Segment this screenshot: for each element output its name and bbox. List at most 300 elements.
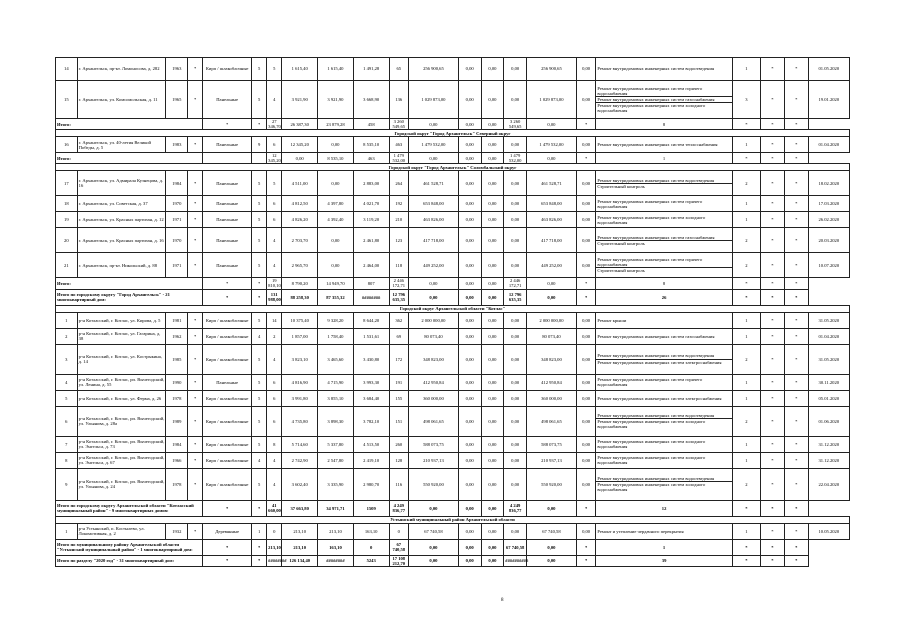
table-cell: 1990	[166, 374, 188, 390]
work-type: Ремонт внутридомовых инженерных систем электроснабжения	[597, 359, 722, 365]
table-cell: 1	[732, 390, 760, 406]
work-types-cell	[596, 344, 732, 374]
section-header-row	[56, 305, 850, 312]
table-cell: 260	[389, 436, 408, 452]
subtotal-cell: *	[760, 278, 784, 289]
table-cell: 2 000 000,00	[527, 312, 577, 328]
table-cell: *	[188, 374, 203, 390]
table-cell: 1962	[166, 328, 188, 344]
table-cell: 0,00	[481, 374, 504, 390]
table-cell: 0,00	[481, 253, 504, 278]
table-cell: 4 735,80	[282, 406, 318, 436]
table-cell: 0,00	[576, 196, 595, 212]
subtotal-cell: *	[784, 539, 808, 555]
subtotal-cell: 67 740,58	[389, 539, 408, 555]
table-cell: 0,00	[481, 81, 504, 119]
table-cell: *	[760, 406, 784, 436]
section-header-row	[56, 516, 850, 523]
table-cell: 213,10	[282, 523, 318, 539]
table-cell: 0,00	[576, 171, 595, 196]
address-cell: г. Архангельск, ул. 40-летия Великой Победы, д. 5	[77, 137, 166, 153]
section-title: Городской округ "Город Архангельск" Соломбальский округ	[56, 164, 850, 171]
table-cell: 05.01.2020	[808, 390, 849, 406]
table-cell: *	[760, 390, 784, 406]
address-cell: р-н Котласский, г. Котлас, ул. Кирова, д. 5	[77, 312, 166, 328]
table-cell: 0,00	[481, 406, 504, 436]
table-cell: 0,00	[481, 452, 504, 468]
address-cell: р-н Устьянский, п. Костылево, ул. Локомотивная, д. 2	[77, 523, 166, 539]
table-cell: 1 029 873,00	[527, 81, 577, 119]
table-cell: 30.11.2020	[808, 374, 849, 390]
address-cell: г. Архангельск, пр-кт. Никольский, д. 88	[77, 253, 166, 278]
table-cell: 3 782,10	[353, 406, 389, 436]
table-cell: 0,00	[318, 171, 354, 196]
work-type: Ремонт внутридомовых инженерных систем водоотведения	[596, 178, 731, 184]
table-cell: 2	[56, 328, 78, 344]
table-cell: 1 615,40	[282, 58, 318, 81]
table-cell: 1932	[166, 523, 188, 539]
subtotal-cell: 458	[353, 119, 389, 130]
subtotal-cell: 34 971,71	[318, 500, 354, 516]
table-cell: *	[760, 523, 784, 539]
table-cell: *	[760, 468, 784, 500]
subtotal-cell: *	[203, 289, 252, 305]
table-cell: 2 883,00	[353, 171, 389, 196]
table-row	[56, 523, 850, 539]
table-cell: *	[760, 137, 784, 153]
table-row	[56, 436, 850, 452]
table-cell: 4 513,50	[353, 436, 389, 452]
table-cell: *	[188, 406, 203, 436]
subtotal-cell: 0,00	[481, 278, 504, 289]
table-cell: 1	[732, 436, 760, 452]
table-cell: 0,00	[458, 228, 481, 253]
subtotal-cell: 0,00	[458, 555, 481, 566]
subtotal-cell: 0,00	[409, 278, 459, 289]
table-cell: 6	[56, 406, 78, 436]
work-types-cell	[596, 58, 732, 81]
table-cell: *	[784, 312, 808, 328]
table-cell: 3 602,40	[282, 468, 318, 500]
table-cell: 461 528,71	[409, 171, 459, 196]
work-types-cell	[596, 212, 732, 228]
table-cell: 1 029 873,00	[409, 81, 459, 119]
subtotal-cell: 0,00	[409, 153, 459, 164]
table-cell: Панельные	[203, 196, 252, 212]
table-cell: 0,00	[458, 436, 481, 452]
table-cell: 0,00	[576, 436, 595, 452]
table-cell: 10.05.2020	[808, 523, 849, 539]
table-cell: 0,00	[481, 58, 504, 81]
subtotal-cell: 0,00	[527, 539, 577, 555]
table-cell: 0,00	[458, 253, 481, 278]
table-cell: 463	[389, 137, 408, 153]
table-cell: 0,00	[576, 228, 595, 253]
table-cell: 256 900,65	[527, 58, 577, 81]
table-cell: *	[760, 171, 784, 196]
subtotal-row	[56, 278, 850, 289]
table-cell: 3 921,90	[318, 81, 354, 119]
table-cell: *	[784, 212, 808, 228]
work-type: Ремонт внутридомовых инженерных систем холодного водоснабжения	[597, 103, 706, 114]
subtotal-cell: *	[203, 500, 252, 516]
table-cell: 3 898,30	[318, 406, 354, 436]
table-cell: 3	[56, 344, 78, 374]
table-cell: 5 337,80	[318, 436, 354, 452]
subtotal-cell: *	[252, 289, 267, 305]
table-cell: 0,00	[458, 312, 481, 328]
work-types-cell	[596, 81, 732, 119]
table-row	[56, 171, 850, 196]
table-cell: 1985	[166, 344, 188, 374]
table-cell: Панельные	[203, 81, 252, 119]
address-cell: г. Архангельск, ул. Красных партизан, д. 16	[77, 228, 166, 253]
table-cell: 0,00	[458, 468, 481, 500]
table-cell: 3 921,90	[282, 81, 318, 119]
subtotal-cell: 0,00	[458, 539, 481, 555]
table-cell: 3 119,20	[353, 212, 389, 228]
table-cell: 1963	[166, 58, 188, 81]
table-row	[56, 406, 850, 436]
subtotal-cell: ##########	[504, 555, 527, 566]
table-cell: 1971	[166, 253, 188, 278]
table-cell: 0,00	[576, 137, 595, 153]
subtotal-cell: 1 479 532,00	[504, 153, 527, 164]
table-cell: *	[760, 328, 784, 344]
table-cell: 1989	[166, 406, 188, 436]
table-cell: 412 950,84	[527, 374, 577, 390]
table-cell: 0,00	[576, 452, 595, 468]
table-cell: 14	[56, 58, 78, 81]
address-cell: р-н Котласский, г. Котлас, рп. Вычегодский, ул. Ульянова, д. 28а	[77, 406, 166, 436]
table-cell: 0,00	[458, 81, 481, 119]
table-cell: 3 993,30	[353, 374, 389, 390]
table-cell: 1	[56, 312, 78, 328]
table-cell: *	[188, 523, 203, 539]
table-cell: 5	[252, 81, 267, 119]
work-type: Ремонт внутридомовых инженерных систем горячего водоснабжения	[597, 376, 703, 388]
table-cell: 67 740,58	[527, 523, 577, 539]
work-types-cell	[596, 406, 732, 436]
subtotal-cell: 12 796 635,35	[504, 289, 527, 305]
subtotal-cell: 807	[353, 278, 389, 289]
table-cell: 8	[56, 452, 78, 468]
table-cell: 26.02.2020	[808, 212, 849, 228]
subtotal-row	[56, 289, 850, 305]
address-cell: р-н Котласский, г. Котлас, рп. Вычегодский, ул. Ленина, д. 55	[77, 374, 166, 390]
table-cell: *	[760, 228, 784, 253]
subtotal-cell: 0,00	[481, 539, 504, 555]
table-cell: 01.05.2020	[808, 58, 849, 81]
table-cell: 449 252,00	[527, 253, 577, 278]
table-cell: 0,00	[458, 374, 481, 390]
subtotal-label: Итого по муниципальному району Архангельской области "Устьянский муниципальный район" - 1 многоквартирный дом:	[56, 539, 203, 555]
work-type: Ремонт внутридомовых инженерных систем холодного водоснабжения	[597, 438, 706, 450]
work-types-cell	[596, 137, 732, 153]
subtotal-cell: 4 249 836,77	[504, 500, 527, 516]
subtotal-cell: 0,00	[481, 500, 504, 516]
table-cell: Кирп / шлакоблочные	[203, 452, 252, 468]
table-cell: 31.05.2020	[808, 344, 849, 374]
table-row	[56, 58, 850, 81]
table-cell: 5	[252, 228, 267, 253]
subtotal-cell: 126 134,40	[282, 555, 318, 566]
table-cell: 4	[267, 452, 282, 468]
table-cell: 1981	[166, 312, 188, 328]
subtotal-cell	[252, 153, 267, 164]
table-cell: 0,00	[481, 212, 504, 228]
table-cell: 2	[732, 344, 760, 374]
table-cell: 0,00	[504, 196, 527, 212]
subtotal-cell: *	[784, 289, 808, 305]
table-cell: *	[784, 171, 808, 196]
subtotal-cell: 3 260 549,65	[389, 119, 408, 130]
subtotal-cell: 26	[596, 289, 732, 305]
table-cell: 4	[267, 344, 282, 374]
table-cell: 2	[732, 228, 760, 253]
work-type: Ремонт внутридомовых инженерных систем горячего водоснабжения	[597, 198, 703, 209]
table-cell: 15	[56, 81, 78, 119]
table-cell: 6	[267, 406, 282, 436]
subtotal-cell: *	[732, 500, 760, 516]
table-cell: 1984	[166, 171, 188, 196]
table-row	[56, 328, 850, 344]
work-type: Ремонт внутридомовых инженерных систем водоотведения	[596, 353, 731, 359]
subtotal-cell: *	[760, 289, 784, 305]
table-cell: 0,00	[504, 212, 527, 228]
table-cell: 5	[56, 390, 78, 406]
table-cell: 463 826,00	[527, 212, 577, 228]
table-cell: 5	[252, 390, 267, 406]
work-type: Ремонт внутридомовых инженерных систем холодного водоснабжения	[597, 482, 706, 493]
subtotal-cell: *	[784, 278, 808, 289]
table-cell: 4	[252, 452, 267, 468]
table-cell: 19.01.2020	[808, 81, 849, 119]
address-cell: г. Архангельск, ул. Адмирала Кузнецова, д. 16	[77, 171, 166, 196]
address-cell: р-н Котласский, г. Котлас, ул. Гагарина, д. 38	[77, 328, 166, 344]
table-cell: 01.04.2020	[808, 328, 849, 344]
table-cell: 4 826,20	[282, 212, 318, 228]
table-cell: 0,00	[318, 253, 354, 278]
address-cell: р-н Котласский, г. Котлас, рп. Вычегодский, ул. Ульянова, д. 24	[77, 468, 166, 500]
table-cell: 550 920,00	[527, 468, 577, 500]
subtotal-label: Итого:	[56, 119, 203, 130]
table-cell: 136	[389, 81, 408, 119]
table-cell: *	[760, 58, 784, 81]
table-cell: *	[188, 171, 203, 196]
subtotal-cell: 8 790,20	[282, 278, 318, 289]
table-cell: 0,00	[576, 212, 595, 228]
table-cell: 264	[389, 171, 408, 196]
address-cell: г. Архангельск, ул. Комсомольская, д. 11	[77, 81, 166, 119]
table-cell: 10 375,40	[282, 312, 318, 328]
table-cell: 17.03.2020	[808, 196, 849, 212]
table-cell: 0,00	[481, 523, 504, 539]
table-cell: *	[760, 436, 784, 452]
table-cell: 1	[732, 196, 760, 212]
table-cell: 1	[732, 312, 760, 328]
table-cell: 4 816,90	[282, 374, 318, 390]
table-cell: *	[188, 58, 203, 81]
subtotal-cell: 0,00	[481, 153, 504, 164]
table-cell: 80 073,40	[527, 328, 577, 344]
table-row	[56, 253, 850, 278]
table-cell: *	[760, 312, 784, 328]
subtotal-cell: 12 796 635,35	[389, 289, 408, 305]
address-cell: г. Архангельск, пр-кт. Ломоносова, д. 282	[77, 58, 166, 81]
subtotal-cell: 37 663,80	[282, 500, 318, 516]
table-cell: 0,00	[481, 328, 504, 344]
table-cell: 2 464,00	[353, 253, 389, 278]
table-cell: 14	[267, 312, 282, 328]
table-cell: 31.12.2020	[808, 452, 849, 468]
table-cell: 0,00	[504, 253, 527, 278]
subtotal-cell: 12	[596, 500, 732, 516]
table-cell: 463 826,00	[409, 212, 459, 228]
subtotal-cell: *	[576, 500, 595, 516]
subtotal-cell: *	[760, 500, 784, 516]
table-cell: *	[784, 81, 808, 119]
table-row	[56, 374, 850, 390]
work-types-cell	[596, 228, 732, 253]
table-cell: 449 252,00	[409, 253, 459, 278]
table-cell: 498 061,65	[409, 406, 459, 436]
work-types-cell	[596, 374, 732, 390]
table-cell: 20	[56, 228, 78, 253]
table-cell: 210 937,13	[527, 452, 577, 468]
table-cell: 1971	[166, 212, 188, 228]
work-types-cell	[596, 196, 732, 212]
subtotal-label: Итого по городскому округу Архангельской области "Котласский муниципальный район" - 9 многоквартирных домов:	[56, 500, 203, 516]
table-cell: 362	[389, 312, 408, 328]
address-cell: р-н Котласский, г. Котлас, рп. Вычегодский, ул. Энгельса, д. 73	[77, 436, 166, 452]
table-cell: 4 021,70	[353, 196, 389, 212]
table-cell: 0,00	[504, 436, 527, 452]
subtotal-cell: 39	[596, 555, 732, 566]
subtotal-cell: 163,10	[318, 539, 354, 555]
subtotal-cell: 0,00	[527, 153, 577, 164]
table-cell: 5	[252, 374, 267, 390]
table-cell: *	[760, 344, 784, 374]
subtotal-cell: 88 258,30	[282, 289, 318, 305]
table-cell: 0,00	[458, 406, 481, 436]
subtotal-cell: *	[203, 119, 252, 130]
capital-repair-table	[55, 57, 850, 567]
subtotal-cell: *	[760, 119, 784, 130]
table-cell: 1	[732, 137, 760, 153]
table-cell: Панельные	[203, 171, 252, 196]
work-type: Ремонт внутридомовых инженерных систем теплоснабжения	[597, 142, 718, 148]
section-title: Городской округ "Город Архангельск" Северный округ	[56, 130, 850, 137]
table-cell: 2 419,10	[353, 452, 389, 468]
table-cell: 1965	[166, 81, 188, 119]
subtotal-row	[56, 539, 850, 555]
table-cell: *	[784, 390, 808, 406]
subtotal-cell: 0,00	[527, 289, 577, 305]
table-cell: 4 392,40	[318, 212, 354, 228]
address-cell: г. Архангельск, ул. Красных партизан, д. 12	[77, 212, 166, 228]
table-cell: 2 980,70	[353, 468, 389, 500]
subtotal-cell: 41 660,00	[267, 500, 282, 516]
table-cell: 0,00	[481, 137, 504, 153]
table-cell: 0,00	[504, 328, 527, 344]
table-cell: 116	[389, 468, 408, 500]
table-cell: 0,00	[504, 374, 527, 390]
table-cell: 0,00	[458, 212, 481, 228]
work-type: Ремонт внутридомовых инженерных систем водоотведения	[596, 413, 731, 419]
table-cell: 8 535,10	[353, 137, 389, 153]
subtotal-cell: 0,00	[481, 555, 504, 566]
subtotal-cell: 0	[353, 539, 389, 555]
document-sheet	[55, 57, 850, 567]
table-cell: 0,00	[458, 196, 481, 212]
address-cell: р-н Котласский, г. Котлас, ул. Ферма, д. 26	[77, 390, 166, 406]
table-cell: *	[188, 228, 203, 253]
table-cell: 5	[252, 196, 267, 212]
table-cell: Панельные	[203, 374, 252, 390]
subtotal-cell: 1509	[353, 500, 389, 516]
table-cell: 0,00	[504, 468, 527, 500]
subtotal-cell: 67 740,58	[504, 539, 527, 555]
subtotal-cell: 0,00	[409, 539, 459, 555]
address-cell: г. Архангельск, ул. Советская, д. 37	[77, 196, 166, 212]
table-cell: 1	[732, 523, 760, 539]
table-cell: 348 823,00	[527, 344, 577, 374]
section-header-row	[56, 130, 850, 137]
table-cell: *	[784, 406, 808, 436]
subtotal-cell: 8	[596, 119, 732, 130]
table-cell: 151	[389, 406, 408, 436]
table-cell: 5	[267, 58, 282, 81]
table-cell: 6	[267, 196, 282, 212]
table-cell: 8	[267, 436, 282, 452]
table-cell: 1 479 532,00	[409, 137, 459, 153]
work-type: Строительный контроль	[597, 240, 645, 246]
table-cell: 210 937,13	[409, 452, 459, 468]
subtotal-cell: 0,00	[458, 153, 481, 164]
table-cell: 118	[389, 253, 408, 278]
table-cell: 0,00	[576, 468, 595, 500]
table-cell: 3 430,80	[353, 344, 389, 374]
subtotal-cell: *	[784, 555, 808, 566]
table-cell: 5	[252, 171, 267, 196]
table-row	[56, 137, 850, 153]
table-cell: Кирп / шлакоблочные	[203, 58, 252, 81]
table-cell: 3 684,40	[353, 390, 389, 406]
subtotal-cell: *	[760, 153, 784, 164]
table-cell: 22.04.2020	[808, 468, 849, 500]
table-cell: *	[760, 196, 784, 212]
table-row	[56, 452, 850, 468]
table-cell: 3 991,80	[282, 390, 318, 406]
table-cell: 0,00	[504, 390, 527, 406]
table-cell: 2	[732, 171, 760, 196]
table-cell: 4 397,80	[318, 196, 354, 212]
table-cell: 5	[267, 171, 282, 196]
table-cell: 6	[267, 374, 282, 390]
table-cell: 172	[389, 344, 408, 374]
table-cell: 65	[389, 58, 408, 81]
table-cell: 1	[732, 328, 760, 344]
table-cell: *	[784, 436, 808, 452]
table-cell: 191	[389, 374, 408, 390]
table-cell: 16	[56, 137, 78, 153]
table-cell: *	[784, 344, 808, 374]
table-cell: 6	[267, 390, 282, 406]
table-cell: Деревянные	[203, 523, 252, 539]
table-cell: 0,00	[576, 58, 595, 81]
table-cell: 1978	[166, 390, 188, 406]
